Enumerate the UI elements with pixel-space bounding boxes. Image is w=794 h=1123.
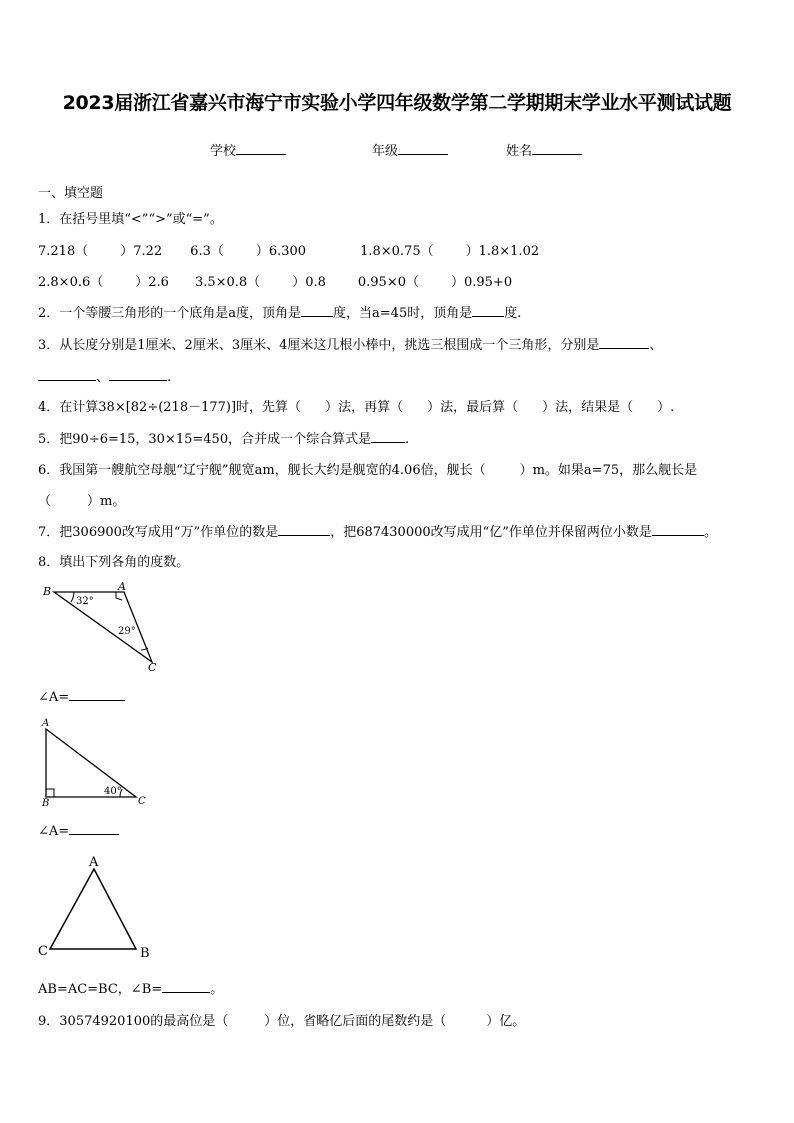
triangle-2-shape: [46, 729, 136, 797]
q7-blank-1[interactable]: [278, 523, 330, 536]
angle-c-value: 29°: [118, 626, 136, 637]
question-6: 6．我国第一艘航空母舰“辽宁舰”舰宽am，舰长大约是舰宽的4.06倍，舰长（ ）m。如果a=75，那么舰长是: [38, 463, 698, 478]
grade-label: 年级: [372, 144, 399, 159]
q2-blank-2[interactable]: [472, 304, 504, 317]
school-label: 学校: [210, 144, 237, 159]
question-4: 4．在计算38×[82÷(218－177)]时，先算（ ）法，再算（ ）法，最后算（ ）法，结果是（ ）.: [38, 400, 675, 415]
q1-r1-item2: 6.3（ ）6.300: [190, 244, 307, 259]
question-3-cont: 、 .: [38, 366, 171, 385]
q5-blank[interactable]: [371, 430, 405, 443]
vertex-b-label: B: [43, 585, 52, 598]
vertex-b-label-2: B: [42, 798, 50, 809]
question-1-stem: 1．在括号里填“<”“>”或“=”。: [38, 212, 223, 227]
grade-blank[interactable]: [398, 142, 448, 155]
page-title: 2023届浙江省嘉兴市海宁市实验小学四年级数学第二学期期末学业水平测试试题: [62, 92, 732, 114]
right-angle-mark-a: [116, 592, 122, 600]
vertex-b-label-3: B: [140, 946, 150, 961]
q1-r2-item1: 2.8×0.6（ ）2.6: [38, 275, 169, 290]
question-1-row-2: [38, 271, 512, 290]
answer-8-3: AB=AC=BC，∠B= 。: [38, 982, 224, 997]
vertex-a-label-3: A: [89, 855, 99, 870]
q8-blank-3[interactable]: [162, 980, 210, 993]
q2-blank-1[interactable]: [301, 304, 333, 317]
section-heading: 一、填空题: [38, 186, 104, 201]
vertex-a-label: A: [118, 580, 126, 593]
question-1-row-1: [38, 240, 539, 259]
question-2: 2．一个等腰三角形的一个底角是a度，顶角是 度，当a=45时，顶角是 度.: [38, 306, 522, 321]
question-6-cont: （ ）m。: [38, 494, 126, 509]
q3-blank-1[interactable]: [599, 336, 649, 349]
vertex-c-label-2: C: [138, 796, 146, 807]
grade-field: [372, 140, 448, 159]
question-3: 3．从长度分别是1厘米、2厘米、3厘米、4厘米这几根小棒中，挑选三根围成一个三角形，分别是 、: [38, 338, 663, 353]
name-label: 姓名: [506, 144, 533, 159]
triangle-figure-3: [36, 853, 156, 963]
answer-8-1: ∠A=: [38, 688, 125, 705]
q8-blank-1[interactable]: [69, 688, 125, 701]
q3-blank-3[interactable]: [109, 368, 167, 381]
triangle-figure-2: [38, 717, 158, 807]
q1-r1-item1: 7.218（ ）7.22: [38, 244, 163, 259]
question-5: 5．把90÷6=15，30×15=450，合并成一个综合算式是 .: [38, 432, 410, 447]
question-9: 9．30574920100的最高位是（ ）位，省略亿后面的尾数约是（ ）亿。: [38, 1014, 526, 1029]
name-blank[interactable]: [532, 142, 582, 155]
right-angle-mark-b: [46, 789, 54, 797]
answer-8-2: ∠A=: [38, 822, 119, 839]
q1-r1-item3: 1.8×0.75（ ）1.8×1.02: [360, 244, 540, 259]
q1-r2-item2: 3.5×0.8（ ）0.8: [194, 275, 326, 290]
q3-blank-2[interactable]: [38, 368, 96, 381]
angle-b-value: 32°: [76, 596, 94, 607]
q7-blank-2[interactable]: [652, 523, 704, 536]
question-7: 7．把306900改写成用“万”作单位的数是 ，把687430000改写成用“亿”作单位并保留两位小数是 。: [38, 525, 717, 540]
triangle-1-shape: [54, 592, 152, 662]
triangle-figure-1: [38, 582, 168, 672]
q1-r2-item3: 0.95×0（ ）0.95+0: [357, 275, 513, 290]
question-8-stem: 8．填出下列各角的度数。: [38, 555, 190, 570]
q8-blank-2[interactable]: [69, 822, 119, 835]
triangle-3-shape: [50, 869, 136, 949]
school-field: [210, 140, 286, 159]
vertex-c-label: C: [148, 661, 157, 674]
angle-c-value-2: 40°: [104, 786, 122, 797]
vertex-a-label-2: A: [42, 718, 50, 729]
vertex-c-label-3: C: [38, 944, 48, 959]
school-blank[interactable]: [236, 142, 286, 155]
angle-b-arc: [71, 592, 74, 602]
name-field: [506, 140, 582, 159]
